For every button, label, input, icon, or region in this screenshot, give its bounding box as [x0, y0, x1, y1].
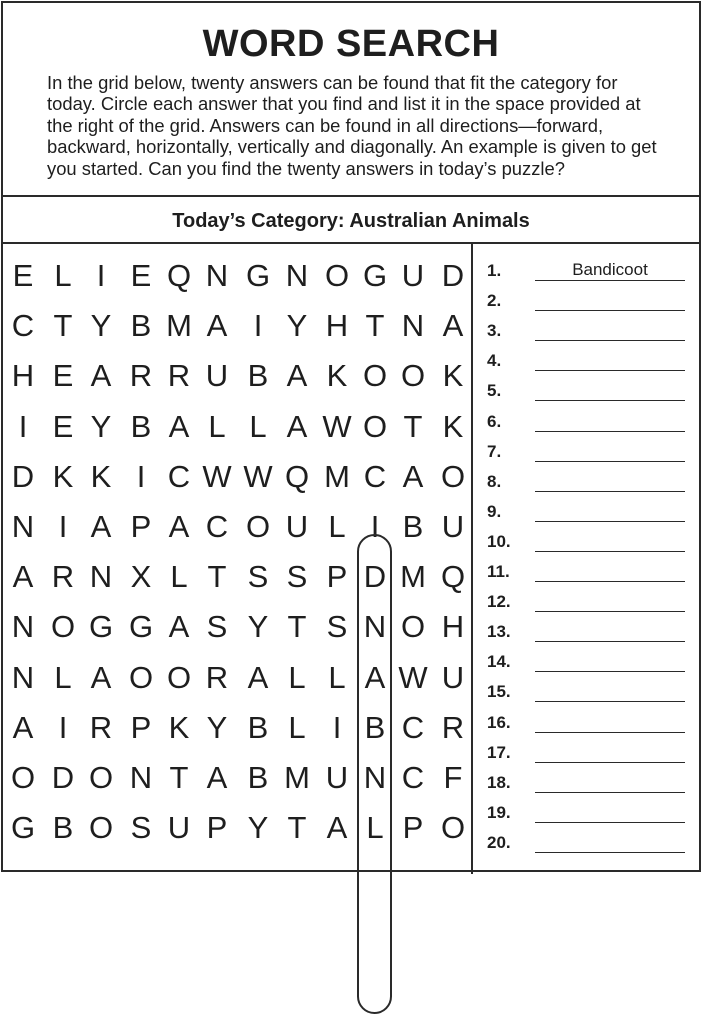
answer-item [487, 556, 697, 586]
grid-letter[interactable]: O [88, 760, 114, 795]
grid-letter[interactable]: D [441, 258, 465, 293]
answer-number: 6. [487, 411, 502, 431]
grid-letter[interactable]: D [51, 760, 75, 795]
grid-letter[interactable]: T [169, 760, 189, 795]
answer-number: 3. [487, 321, 502, 341]
answer-number: 1. [487, 261, 502, 280]
grid-letter[interactable]: G [245, 258, 271, 293]
grid-letter[interactable]: U [441, 659, 465, 695]
answer-item [487, 586, 697, 616]
grid-letter[interactable]: T [365, 308, 385, 344]
grid-letter[interactable]: G [10, 810, 36, 846]
grid-letter[interactable]: S [206, 609, 228, 645]
answer-number: 11. [487, 562, 510, 581]
grid-letter[interactable]: A [90, 659, 112, 695]
grid-letter[interactable]: I [58, 509, 68, 544]
answer-number: 17. [487, 742, 511, 762]
grid-letter[interactable]: W [398, 659, 428, 695]
grid-letter[interactable]: R [205, 659, 229, 695]
answer-item [487, 315, 697, 345]
answer-number: 5. [487, 381, 502, 401]
grid-letter[interactable]: N [401, 308, 425, 344]
grid-letter[interactable]: P [402, 810, 424, 846]
grid-letter[interactable]: A [206, 760, 228, 795]
grid-letter[interactable]: I [253, 308, 263, 344]
grid-letter[interactable]: S [286, 559, 308, 595]
grid-letter[interactable]: A [90, 509, 112, 544]
grid-letter[interactable]: M [284, 760, 310, 795]
grid-letter[interactable]: U [205, 358, 229, 394]
grid-letter[interactable]: P [326, 559, 348, 595]
grid-letter[interactable]: O [440, 810, 466, 846]
grid-letter[interactable]: O [362, 358, 388, 394]
answer-number: 2. [487, 291, 502, 311]
grid-letter[interactable]: H [11, 358, 35, 394]
answer-item [487, 255, 697, 285]
answer-field[interactable] [535, 501, 685, 522]
grid-letter[interactable]: N [11, 609, 35, 645]
grid-letter[interactable]: F [443, 760, 463, 795]
grid-letter[interactable]: Y [206, 709, 228, 745]
grid-letter[interactable]: L [288, 659, 306, 695]
grid-letter[interactable]: W [202, 458, 232, 494]
answer-item [487, 616, 697, 646]
grid-letter[interactable]: C [11, 308, 35, 344]
answer-field[interactable] [535, 651, 685, 672]
grid-letter[interactable]: O [440, 458, 466, 494]
grid-letter[interactable]: D [11, 458, 35, 494]
grid-letter[interactable]: B [247, 709, 269, 745]
grid-letter[interactable]: C [363, 458, 387, 494]
grid-letter[interactable]: I [96, 258, 106, 293]
answer-number: 4. [487, 351, 502, 371]
grid-letter[interactable]: K [442, 358, 464, 394]
grid-letter[interactable]: A [12, 559, 34, 595]
grid-letter[interactable]: A [12, 709, 34, 745]
answer-field[interactable] [535, 742, 685, 763]
grid-letter[interactable]: P [206, 810, 228, 846]
answer-field[interactable] [535, 471, 685, 492]
grid-letter[interactable]: M [166, 308, 192, 344]
grid-letter[interactable]: L [54, 258, 72, 293]
grid-letter[interactable]: C [401, 760, 425, 795]
grid-letter[interactable]: T [403, 408, 423, 444]
grid-letter[interactable]: I [136, 458, 146, 494]
grid-letter[interactable]: Y [90, 308, 112, 344]
answer-item [487, 285, 697, 315]
answer-item [487, 345, 697, 375]
grid-letter[interactable]: O [245, 509, 271, 544]
answer-item [487, 797, 697, 827]
grid-letter[interactable]: Y [286, 308, 308, 344]
answer-number: 7. [487, 441, 502, 461]
grid-letter[interactable]: O [50, 609, 76, 645]
grid-letter[interactable]: O [10, 760, 36, 795]
grid-letter[interactable]: L [328, 659, 346, 695]
grid-letter[interactable]: S [130, 810, 152, 846]
grid-letter[interactable]: L [208, 408, 226, 444]
grid-letter[interactable]: B [52, 810, 74, 846]
grid-letter[interactable]: R [129, 358, 153, 394]
grid-letter[interactable]: N [205, 258, 229, 293]
grid-letter[interactable]: R [89, 709, 113, 745]
answer-field[interactable] [535, 561, 685, 582]
grid-letter[interactable]: X [130, 559, 152, 595]
grid-letter[interactable]: B [247, 358, 269, 394]
grid-letter[interactable]: D [363, 559, 387, 595]
grid-letter[interactable]: U [325, 760, 349, 795]
grid-letter[interactable]: G [128, 609, 154, 645]
grid-letter[interactable]: N [129, 760, 153, 795]
grid-letter[interactable]: A [364, 659, 386, 695]
answer-number: 19. [487, 802, 511, 822]
grid-letter[interactable]: S [247, 559, 269, 595]
answer-field[interactable] [535, 411, 685, 432]
grid-letter[interactable]: E [52, 408, 74, 444]
answer-number: 9. [487, 501, 502, 521]
grid-letter[interactable]: B [402, 509, 424, 544]
answer-number: 8. [487, 471, 502, 491]
grid-letter[interactable]: A [168, 408, 190, 444]
answer-list [473, 244, 703, 874]
grid-letter[interactable]: K [442, 408, 464, 444]
answer-field[interactable] [535, 712, 685, 733]
grid-letter[interactable]: C [401, 709, 425, 745]
grid-letter[interactable]: N [11, 509, 35, 544]
grid-letter[interactable]: Q [166, 258, 192, 293]
grid-letter[interactable]: A [402, 458, 424, 494]
grid-letter[interactable]: P [130, 709, 152, 745]
grid-letter[interactable]: O [166, 659, 192, 695]
grid-letter[interactable]: R [51, 559, 75, 595]
grid-letter[interactable]: A [326, 810, 348, 846]
grid-letter[interactable]: B [364, 709, 386, 745]
grid-letter[interactable]: A [168, 509, 190, 544]
grid-letter[interactable]: M [400, 559, 426, 595]
grid-letter[interactable]: A [206, 308, 228, 344]
answer-number: 20. [487, 832, 511, 852]
answer-field[interactable] [535, 681, 685, 702]
answer-field[interactable] [535, 531, 685, 552]
grid-letter[interactable]: E [12, 258, 34, 293]
grid-letter[interactable]: S [326, 609, 348, 645]
answer-number: 14. [487, 652, 511, 672]
answer-number: 13. [487, 622, 511, 642]
answer-item [487, 526, 697, 556]
answer-item [487, 827, 697, 857]
grid-letter[interactable]: L [170, 559, 188, 595]
grid-letter[interactable]: B [130, 308, 152, 344]
grid-letter[interactable]: K [52, 458, 74, 494]
answer-item [487, 375, 697, 405]
grid-letter[interactable]: U [401, 258, 425, 293]
answer-field[interactable] [535, 772, 685, 793]
answer-item [487, 466, 697, 496]
grid-letter[interactable]: L [288, 709, 306, 745]
answer-number: 18. [487, 772, 511, 792]
grid-letter[interactable]: R [441, 709, 465, 745]
grid-letter[interactable]: H [441, 609, 465, 645]
grid-letter[interactable]: E [130, 258, 152, 293]
grid-letter[interactable]: N [363, 609, 387, 645]
grid-letter[interactable]: A [168, 609, 190, 645]
answer-field[interactable] [535, 290, 685, 311]
grid-letter[interactable]: I [332, 709, 342, 745]
grid-letter[interactable]: O [400, 609, 426, 645]
grid-letter[interactable]: N [363, 760, 387, 795]
grid-letter[interactable]: O [400, 358, 426, 394]
answer-item [487, 737, 697, 767]
grid-letter[interactable]: Q [440, 559, 466, 595]
answer-item [487, 436, 697, 466]
grid-letter[interactable]: Y [90, 408, 112, 444]
grid-letter[interactable]: A [247, 659, 269, 695]
instructions-text: In the grid below, twenty answers can be found that fit the category for today. Circle each answer that you find and list it in the space provided at the right of the grid. Answers can be found in all directions—forward, backward, horizontally, vertically and diagonally. An example is given to get you started. Can you find the twenty answers in today’s puzzle? [47, 72, 657, 179]
grid-letter[interactable]: I [58, 709, 68, 745]
grid-letter[interactable]: U [167, 810, 191, 846]
grid-letter[interactable]: A [286, 358, 308, 394]
grid-letter[interactable]: B [130, 408, 152, 444]
puzzle-header [3, 3, 699, 197]
grid-letter[interactable]: O [362, 408, 388, 444]
grid-letter[interactable]: L [328, 509, 346, 544]
grid-letter[interactable]: T [287, 609, 307, 645]
category-label: Today’s Category: Australian Animals [3, 197, 699, 244]
answer-field[interactable] [535, 802, 685, 823]
grid-letter[interactable]: A [442, 308, 464, 344]
puzzle-title: WORD SEARCH [202, 23, 500, 65]
grid-letter[interactable]: Y [247, 810, 269, 846]
grid-letter[interactable]: C [205, 509, 229, 544]
grid-letter[interactable]: I [370, 509, 380, 544]
answer-number: 16. [487, 712, 511, 732]
grid-letter[interactable]: R [167, 358, 191, 394]
grid-letter[interactable]: E [52, 358, 74, 394]
answer-field[interactable] [535, 441, 685, 462]
letter-grid [3, 244, 473, 874]
grid-letter[interactable]: U [441, 509, 465, 544]
grid-letter[interactable]: L [249, 408, 267, 444]
puzzle-frame [1, 1, 701, 872]
grid-letter[interactable]: T [207, 559, 227, 595]
answer-number: 15. [487, 682, 511, 702]
grid-letter[interactable]: M [324, 458, 350, 494]
grid-letter[interactable]: C [167, 458, 191, 494]
answer-item [487, 496, 697, 526]
grid-letter[interactable]: K [90, 458, 112, 494]
grid-letter[interactable]: L [366, 810, 384, 846]
grid-letter[interactable]: B [247, 760, 269, 795]
grid-letter[interactable]: N [11, 659, 35, 695]
grid-letter[interactable]: A [286, 408, 308, 444]
answer-number: 10. [487, 531, 511, 551]
example-answer-circle [357, 534, 392, 1014]
answer-item [487, 707, 697, 737]
grid-letter[interactable]: O [88, 810, 114, 846]
grid-letter[interactable]: N [285, 258, 309, 293]
grid-letter[interactable]: K [168, 709, 190, 745]
grid-letter[interactable]: W [243, 458, 273, 494]
grid-letter[interactable]: G [362, 258, 388, 293]
grid-letter[interactable]: O [324, 258, 350, 293]
answer-field[interactable] [535, 320, 685, 341]
answer-item [487, 767, 697, 797]
grid-letter[interactable]: W [322, 408, 352, 444]
grid-letter[interactable]: U [285, 509, 309, 544]
answer-field[interactable]: Bandicoot [535, 260, 685, 281]
grid-letter[interactable]: Y [247, 609, 269, 645]
grid-letter[interactable]: K [326, 358, 348, 394]
grid-letter[interactable]: T [53, 308, 73, 344]
grid-letter[interactable]: T [287, 810, 307, 846]
answer-item [487, 676, 697, 706]
answer-field[interactable] [535, 350, 685, 371]
answer-field[interactable] [535, 621, 685, 642]
grid-letter[interactable]: P [130, 509, 152, 544]
answer-item [487, 646, 697, 676]
answer-number: 12. [487, 592, 511, 612]
grid-letter[interactable]: H [325, 308, 349, 344]
grid-letter[interactable]: A [90, 358, 112, 394]
answer-field[interactable] [535, 832, 685, 853]
grid-letter[interactable]: Q [284, 458, 310, 494]
grid-letter[interactable]: N [89, 559, 113, 595]
answer-field[interactable] [535, 380, 685, 401]
grid-letter[interactable]: L [54, 659, 72, 695]
grid-letter[interactable]: I [18, 408, 28, 444]
grid-letter[interactable]: O [128, 659, 154, 695]
answer-field[interactable] [535, 591, 685, 612]
answer-item [487, 406, 697, 436]
grid-letter[interactable]: G [88, 609, 114, 645]
